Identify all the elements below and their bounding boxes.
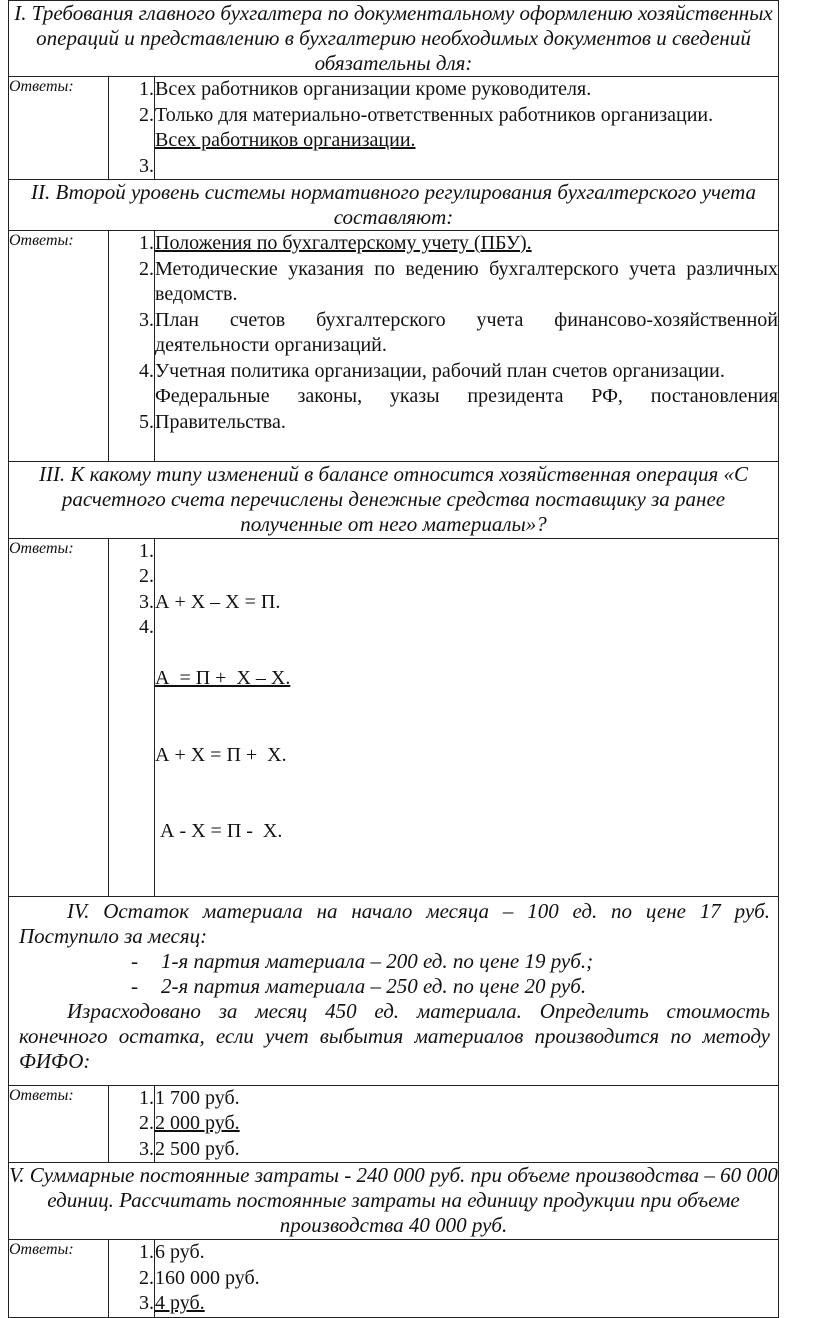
answer-text: 160 000 руб. bbox=[155, 1266, 260, 1289]
answer-text: 6 руб. bbox=[155, 1241, 205, 1263]
dash-marker: - bbox=[131, 973, 138, 998]
answers-label: Ответы: bbox=[9, 1085, 109, 1163]
answers-row bbox=[9, 1240, 779, 1318]
question-text-block bbox=[9, 896, 779, 1085]
answer-options bbox=[155, 538, 779, 896]
answer-text: 4 руб. bbox=[155, 1292, 205, 1314]
answer-numbers bbox=[109, 1240, 155, 1318]
test-sheet bbox=[8, 0, 779, 1318]
answer-number: 2. bbox=[139, 1266, 154, 1289]
answer-number: 3. bbox=[139, 590, 154, 613]
answer-number: 2. bbox=[139, 257, 154, 280]
question-text: III. К какому типу изменений в балансе относится хозяйственная операция «С расчетного счета перечислены денежные средства поставщику за ранее полученные от него материалы»? bbox=[9, 461, 779, 538]
answer-number: 3. bbox=[139, 1292, 154, 1314]
answer-text: А - Х = П - Х. bbox=[155, 820, 283, 842]
answer-number: 1. bbox=[139, 539, 154, 562]
answer-text: А = П + Х – Х. bbox=[155, 667, 291, 689]
answer-options bbox=[155, 1240, 779, 1318]
answer-number: 1. bbox=[139, 1086, 154, 1109]
answer-number: 1. bbox=[139, 78, 154, 100]
answers-row bbox=[9, 538, 779, 896]
question-row bbox=[9, 180, 779, 231]
answer-text: А + Х = П + Х. bbox=[155, 743, 287, 766]
answer-option bbox=[155, 384, 778, 435]
answer-text: Только для материально-ответственных работников организации. bbox=[155, 103, 714, 126]
answers-label: Ответы: bbox=[9, 77, 109, 180]
question-text: V. Суммарные постоянные затраты - 240 000 руб. при объеме производства – 60 000 единиц. Рассчитать постоянные затраты на единицу продукции при объеме производства 40 000 руб. bbox=[9, 1163, 779, 1240]
question-text: II. Второй уровень системы нормативного регулирования бухгалтерского учета составляют: bbox=[9, 180, 779, 231]
answer-option bbox=[155, 103, 778, 129]
answers-label: Ответы: bbox=[9, 231, 109, 462]
answer-text: Федеральные законы, указы президента РФ, постановления Правительства. bbox=[155, 385, 778, 433]
answer-number: 2. bbox=[139, 1112, 154, 1134]
answers-row bbox=[9, 231, 779, 462]
answer-numbers bbox=[109, 231, 155, 462]
question-outro: Израсходовано за месяц 450 ед. материала. Определить стоимость конечного остатка, если учет выбытия материалов производится по методу ФИФО: bbox=[19, 998, 770, 1073]
answer-number: 4. bbox=[139, 359, 154, 382]
answer-number: 2. bbox=[139, 103, 154, 126]
answers-row bbox=[9, 77, 779, 180]
answer-option bbox=[155, 1240, 778, 1266]
answer-text: Всех работников организации кроме руководителя. bbox=[155, 78, 592, 100]
answer-number: 2. bbox=[139, 565, 154, 587]
answer-option bbox=[155, 1137, 778, 1163]
answer-number: 1. bbox=[139, 232, 154, 254]
quiz-table bbox=[8, 0, 779, 1318]
answer-options bbox=[155, 231, 779, 462]
answer-text: План счетов бухгалтерского учета финансово-хозяйственной деятельности организаций. bbox=[155, 308, 778, 356]
answer-number: 1. bbox=[139, 1241, 154, 1263]
answer-number: 3. bbox=[139, 154, 154, 177]
answer-option bbox=[155, 819, 778, 845]
answer-option bbox=[155, 590, 778, 616]
answer-number: 4. bbox=[139, 616, 154, 638]
answer-option bbox=[155, 308, 778, 359]
dash-marker: - bbox=[131, 948, 138, 973]
question-row bbox=[9, 461, 779, 538]
answer-option bbox=[155, 1266, 778, 1292]
answer-number: 3. bbox=[139, 308, 154, 331]
answer-text: Всех работников организации. bbox=[155, 129, 416, 151]
answer-option-correct bbox=[155, 1111, 778, 1137]
answer-option-correct bbox=[155, 666, 778, 692]
answer-text: 2 000 руб. bbox=[155, 1112, 240, 1134]
answer-text: Учетная политика организации, рабочий план счетов организации. bbox=[155, 359, 725, 382]
answer-option-correct bbox=[155, 128, 778, 154]
answer-numbers bbox=[109, 538, 155, 896]
answer-numbers bbox=[109, 77, 155, 180]
question-list-item bbox=[19, 949, 770, 974]
answer-option bbox=[155, 1086, 778, 1112]
answers-label: Ответы: bbox=[9, 1240, 109, 1318]
answer-text: 1 700 руб. bbox=[155, 1086, 240, 1109]
question-row bbox=[9, 1163, 779, 1240]
question-list-text: 1-я партия материала – 200 ед. по цене 19 руб.; bbox=[161, 948, 594, 973]
answer-option bbox=[155, 257, 778, 308]
answer-option-correct bbox=[155, 1291, 778, 1317]
answer-options bbox=[155, 77, 779, 180]
question-row bbox=[9, 896, 779, 1085]
answer-option bbox=[155, 359, 778, 385]
answer-numbers bbox=[109, 1085, 155, 1163]
question-list-item bbox=[19, 974, 770, 999]
answer-options bbox=[155, 1085, 779, 1163]
answer-text: Методические указания по ведению бухгалтерского учета различных ведомств. bbox=[155, 257, 778, 305]
answers-label: Ответы: bbox=[9, 538, 109, 896]
question-intro: IV. Остаток материала на начало месяца – 100 ед. по цене 17 руб. Поступило за месяц: bbox=[19, 898, 770, 948]
answer-option bbox=[155, 743, 778, 769]
answers-row bbox=[9, 1085, 779, 1163]
answer-option-correct bbox=[155, 231, 778, 257]
answer-number: 3. bbox=[139, 1137, 154, 1160]
answer-text: Положения по бухгалтерскому учету (ПБУ). bbox=[155, 232, 532, 254]
question-row bbox=[9, 1, 779, 77]
answer-text: А + Х – Х = П. bbox=[155, 590, 281, 613]
question-list-text: 2-я партия материала – 250 ед. по цене 20 руб. bbox=[161, 973, 587, 998]
answer-option bbox=[155, 77, 778, 103]
answer-number: 5. bbox=[139, 410, 154, 433]
answer-text: 2 500 руб. bbox=[155, 1137, 240, 1160]
question-text: I. Требования главного бухгалтера по документальному оформлению хозяйственных операций и представлению в бухгалтерию необходимых документов и сведений обязательны для: bbox=[9, 1, 779, 77]
